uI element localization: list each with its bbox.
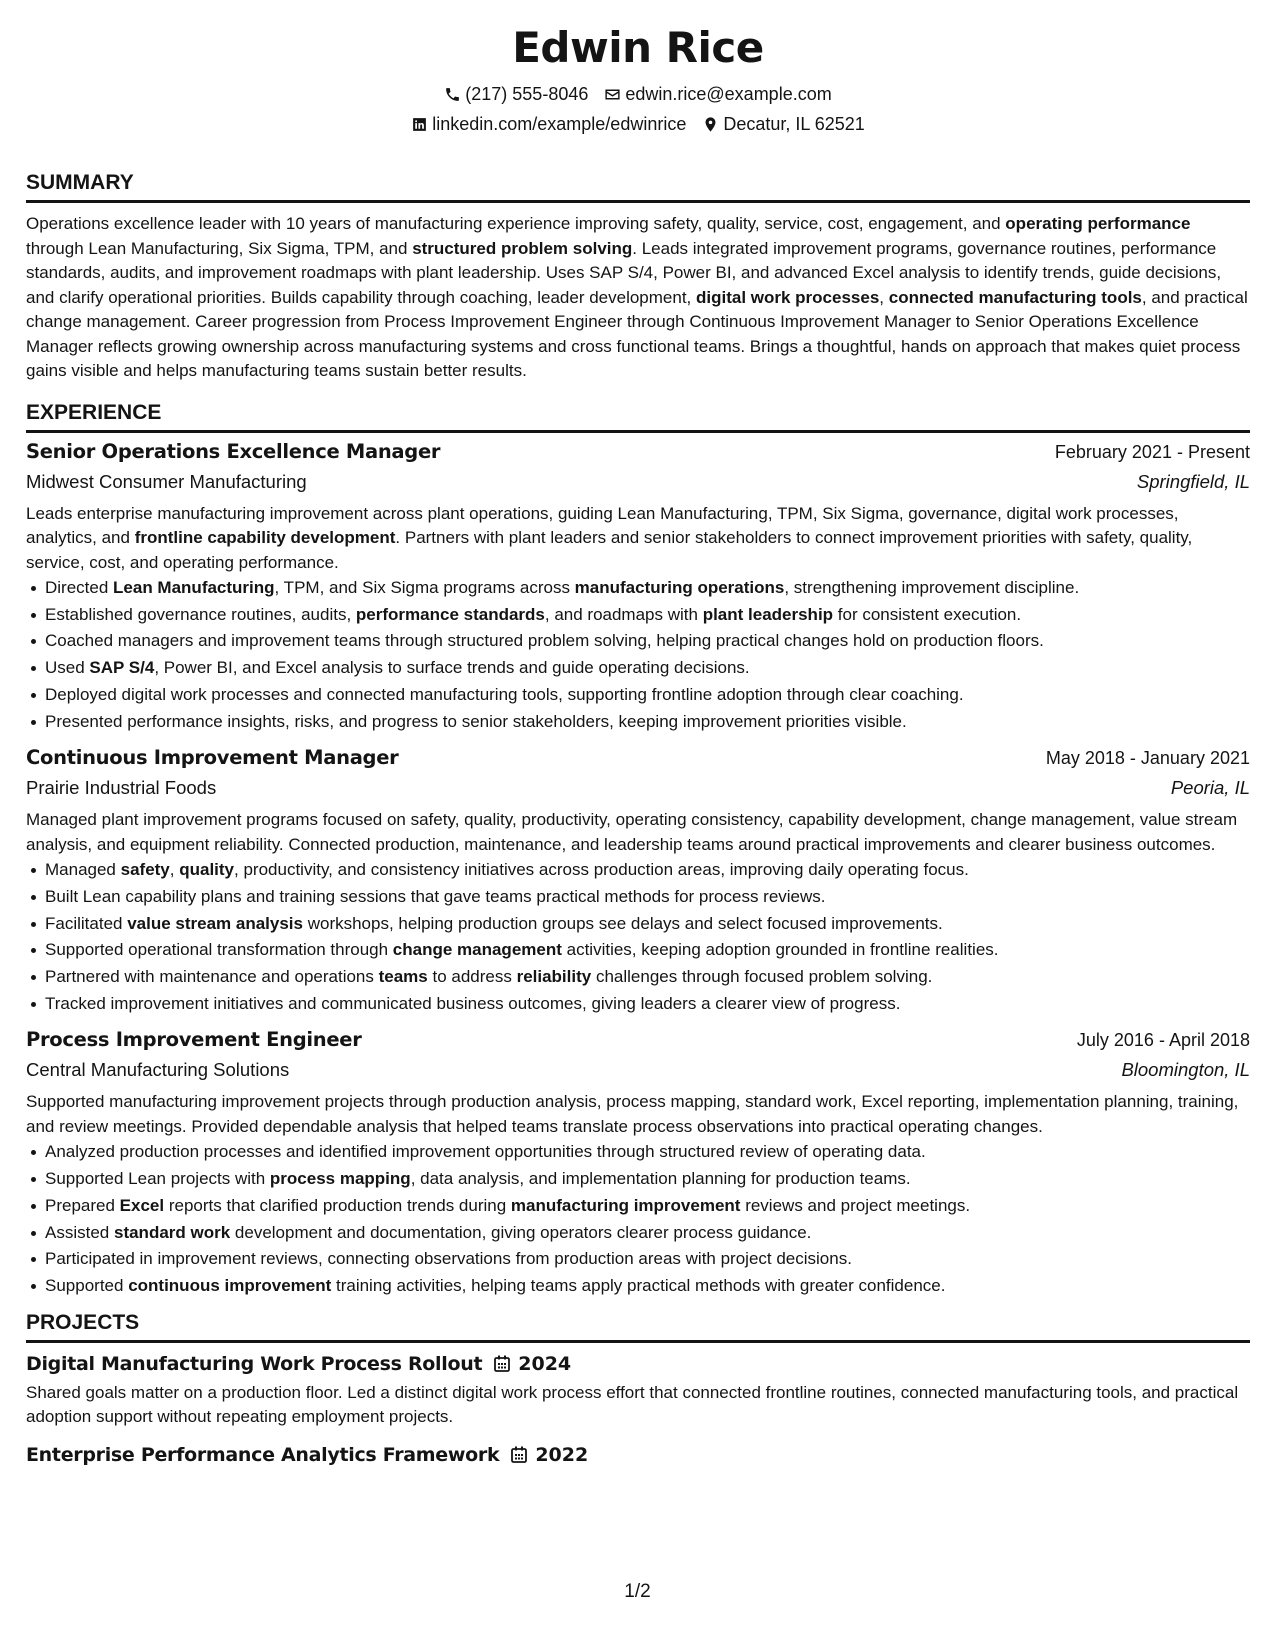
bullet-item: Presented performance insights, risks, and progress to senior stakeholders, keeping improvement priorities visible. bbox=[44, 709, 1250, 736]
job-bullets bbox=[26, 575, 1250, 735]
phone-number: (217) 555-8046 bbox=[465, 84, 589, 104]
bullet-item: Analyzed production processes and identified improvement opportunities through structured review of operating data. bbox=[44, 1139, 1250, 1166]
project-header bbox=[26, 1438, 1250, 1472]
job-entry bbox=[26, 743, 1250, 1017]
emphasis-text: quality bbox=[179, 860, 235, 880]
bullet-item: Supported continuous improvement training activities, helping teams apply practical methods with greater confidence. bbox=[44, 1273, 1250, 1300]
job-dates: July 2016 - April 2018 bbox=[1076, 1030, 1250, 1051]
page-number: 1/2 bbox=[624, 1581, 651, 1602]
emphasis-text: reliability bbox=[516, 967, 592, 987]
bullet-item: Built Lean capability plans and training sessions that gave teams practical methods for process reviews. bbox=[44, 884, 1250, 911]
summary-section bbox=[26, 170, 1250, 384]
project-title: Enterprise Performance Analytics Framework bbox=[26, 1443, 500, 1466]
emphasis-text: change management bbox=[392, 940, 562, 960]
emphasis-text: value stream analysis bbox=[127, 913, 303, 933]
job-bullets bbox=[26, 857, 1250, 1017]
experience-section bbox=[26, 400, 1250, 1300]
job-description: Supported manufacturing improvement projects through production analysis, process mapping, standard work, Excel reporting, implementation planning, training, and review meetings. Provided dependable analysis that helped teams translate process observations into practical operating changes. bbox=[26, 1092, 1239, 1136]
emphasis-text: process mapping bbox=[269, 1169, 411, 1189]
job-bullets bbox=[26, 1139, 1250, 1299]
experience-heading: EXPERIENCE bbox=[26, 400, 1250, 433]
emphasis-text: teams bbox=[378, 967, 428, 987]
resume-page bbox=[26, 20, 1250, 1472]
emphasis-text: safety bbox=[120, 860, 170, 880]
job-subheader bbox=[26, 467, 1250, 497]
linkedin-icon bbox=[411, 116, 428, 133]
job-location: Springfield, IL bbox=[1136, 470, 1250, 492]
candidate-name: Edwin Rice bbox=[512, 23, 764, 72]
project-title: Digital Manufacturing Work Process Rollout bbox=[26, 1352, 483, 1375]
phone-icon bbox=[444, 86, 461, 103]
job-subheader bbox=[26, 773, 1250, 803]
job-company: Prairie Industrial Foods bbox=[26, 777, 217, 799]
job-title: Senior Operations Excellence Manager bbox=[26, 439, 441, 463]
linkedin-url: linkedin.com/example/edwinrice bbox=[432, 114, 687, 134]
bullet-item: Supported operational transformation through change management activities, keeping adoption grounded in frontline realities. bbox=[44, 937, 1250, 964]
job-subheader bbox=[26, 1055, 1250, 1085]
envelope-icon bbox=[604, 86, 621, 103]
job-company: Central Manufacturing Solutions bbox=[26, 1059, 290, 1081]
job-dates: May 2018 - January 2021 bbox=[1045, 748, 1250, 769]
emphasis-text: performance standards bbox=[355, 604, 545, 624]
summary-heading: SUMMARY bbox=[26, 170, 1250, 203]
bullet-item: Managed safety, quality, productivity, and consistency initiatives across production areas, improving daily operating focus. bbox=[44, 857, 1250, 884]
linkedin-contact[interactable] bbox=[411, 112, 686, 136]
bullet-item: Participated in improvement reviews, connecting observations from production areas with project decisions. bbox=[44, 1246, 1250, 1273]
job-description: Managed plant improvement programs focused on safety, quality, productivity, operating consistency, capability development, change management, value stream analysis, and equipment reliability. Connected production, maintenance, and leadership teams around practical improvements and clearer business outcomes. bbox=[26, 810, 1238, 854]
job-title: Process Improvement Engineer bbox=[26, 1028, 362, 1052]
bullet-item: Used SAP S/4, Power BI, and Excel analysis to surface trends and guide operating decisions. bbox=[44, 655, 1250, 682]
job-location: Bloomington, IL bbox=[1121, 1059, 1250, 1081]
emphasis-text: plant leadership bbox=[702, 604, 834, 624]
job-description: Leads enterprise manufacturing improvement across plant operations, guiding Lean Manufacturing, TPM, Six Sigma, governance, digital work processes, analytics, and frontline capability development. Partners with plant leaders and senior stakeholders to connect improvement priorities with safety, quality, service, cost, and operating performance. bbox=[26, 503, 1193, 572]
bullet-item: Coached managers and improvement teams through structured problem solving, helping practical changes hold on production floors. bbox=[44, 628, 1250, 655]
calendar-icon bbox=[511, 1446, 527, 1463]
emphasis-text: structured problem solving bbox=[412, 238, 633, 258]
projects-section bbox=[26, 1310, 1250, 1472]
location-contact bbox=[702, 112, 864, 136]
job-header bbox=[26, 437, 1250, 467]
projects-heading: PROJECTS bbox=[26, 1310, 1250, 1343]
job-company: Midwest Consumer Manufacturing bbox=[26, 470, 307, 492]
emphasis-text: operating performance bbox=[1005, 214, 1191, 233]
project-date bbox=[494, 1353, 571, 1375]
bullet-item: Deployed digital work processes and connected manufacturing tools, supporting frontline adoption through clear coaching. bbox=[44, 682, 1250, 709]
email-address: edwin.rice@example.com bbox=[625, 84, 832, 104]
job-header bbox=[26, 743, 1250, 773]
project-year: 2022 bbox=[535, 1443, 589, 1466]
job-location: Peoria, IL bbox=[1170, 777, 1250, 799]
email-contact[interactable] bbox=[604, 82, 831, 106]
bullet-item: Established governance routines, audits, performance standards, and roadmaps with plant leadership for consistent execution. bbox=[44, 602, 1250, 629]
emphasis-text: manufacturing improvement bbox=[510, 1195, 741, 1215]
job-entry bbox=[26, 1025, 1250, 1299]
summary-text: Operations excellence leader with 10 years of manufacturing experience improving safety, quality, service, cost, engagement, and operating performance through Lean Manufacturing, Six Sigma, TPM, and structured problem solving. Leads integrated improvement programs, governance routines, performance standards, audits, and improvement roadmaps with plant leadership. Uses SAP S/4, Power BI, and advanced Excel analysis to identify trends, guide decisions, and clarify operational priorities. Builds capability through coaching, leader development, digital work processes, connected manufacturing tools, and practical change management. Career progression from Process Improvement Engineer through Continuous Improvement Manager to Senior Operations Excellence Manager reflects growing ownership across manufacturing systems and cross functional teams. Brings a thoughtful, hands on approach that makes quiet process gains visible and helps manufacturing teams sustain better results. bbox=[26, 214, 1248, 380]
project-header bbox=[26, 1347, 1250, 1381]
project-entry bbox=[26, 1438, 1250, 1472]
emphasis-text: frontline capability development bbox=[134, 528, 396, 547]
bullet-item: Facilitated value stream analysis workshops, helping production groups see delays and select focused improvements. bbox=[44, 911, 1250, 938]
emphasis-text: standard work bbox=[113, 1222, 231, 1242]
bullet-item: Directed Lean Manufacturing, TPM, and Six Sigma programs across manufacturing operations, strengthening improvement discipline. bbox=[44, 575, 1250, 602]
project-description: Shared goals matter on a production floor. Led a distinct digital work process effort that connected frontline routines, connected manufacturing tools, and practical adoption support without repeating employment projects. bbox=[26, 1382, 1239, 1427]
job-entry bbox=[26, 437, 1250, 736]
job-title: Continuous Improvement Manager bbox=[26, 746, 399, 770]
project-date bbox=[511, 1444, 588, 1466]
contact-row-1 bbox=[26, 82, 1250, 106]
contact-row-2 bbox=[26, 112, 1250, 136]
emphasis-text: connected manufacturing tools bbox=[888, 287, 1142, 307]
bullet-item: Assisted standard work development and documentation, giving operators clearer process guidance. bbox=[44, 1220, 1250, 1247]
calendar-icon bbox=[494, 1355, 510, 1372]
job-header bbox=[26, 1025, 1250, 1055]
emphasis-text: Excel bbox=[119, 1195, 165, 1215]
job-dates: February 2021 - Present bbox=[1054, 441, 1250, 462]
phone-contact[interactable] bbox=[444, 82, 588, 106]
emphasis-text: continuous improvement bbox=[128, 1275, 332, 1295]
emphasis-text: digital work processes bbox=[696, 287, 880, 307]
bullet-item: Supported Lean projects with process mapping, data analysis, and implementation planning for production teams. bbox=[44, 1166, 1250, 1193]
bullet-item: Tracked improvement initiatives and communicated business outcomes, giving leaders a clearer view of progress. bbox=[44, 991, 1250, 1018]
location-text: Decatur, IL 62521 bbox=[723, 114, 865, 134]
bullet-item: Partnered with maintenance and operations teams to address reliability challenges through focused problem solving. bbox=[44, 964, 1250, 991]
project-entry bbox=[26, 1347, 1250, 1430]
emphasis-text: Lean Manufacturing bbox=[113, 578, 275, 597]
bullet-item: Prepared Excel reports that clarified production trends during manufacturing improvement reviews and project meetings. bbox=[44, 1193, 1250, 1220]
emphasis-text: manufacturing operations bbox=[574, 578, 785, 597]
map-pin-icon bbox=[702, 116, 719, 133]
emphasis-text: SAP S/4 bbox=[89, 658, 155, 678]
project-year: 2024 bbox=[518, 1352, 572, 1375]
